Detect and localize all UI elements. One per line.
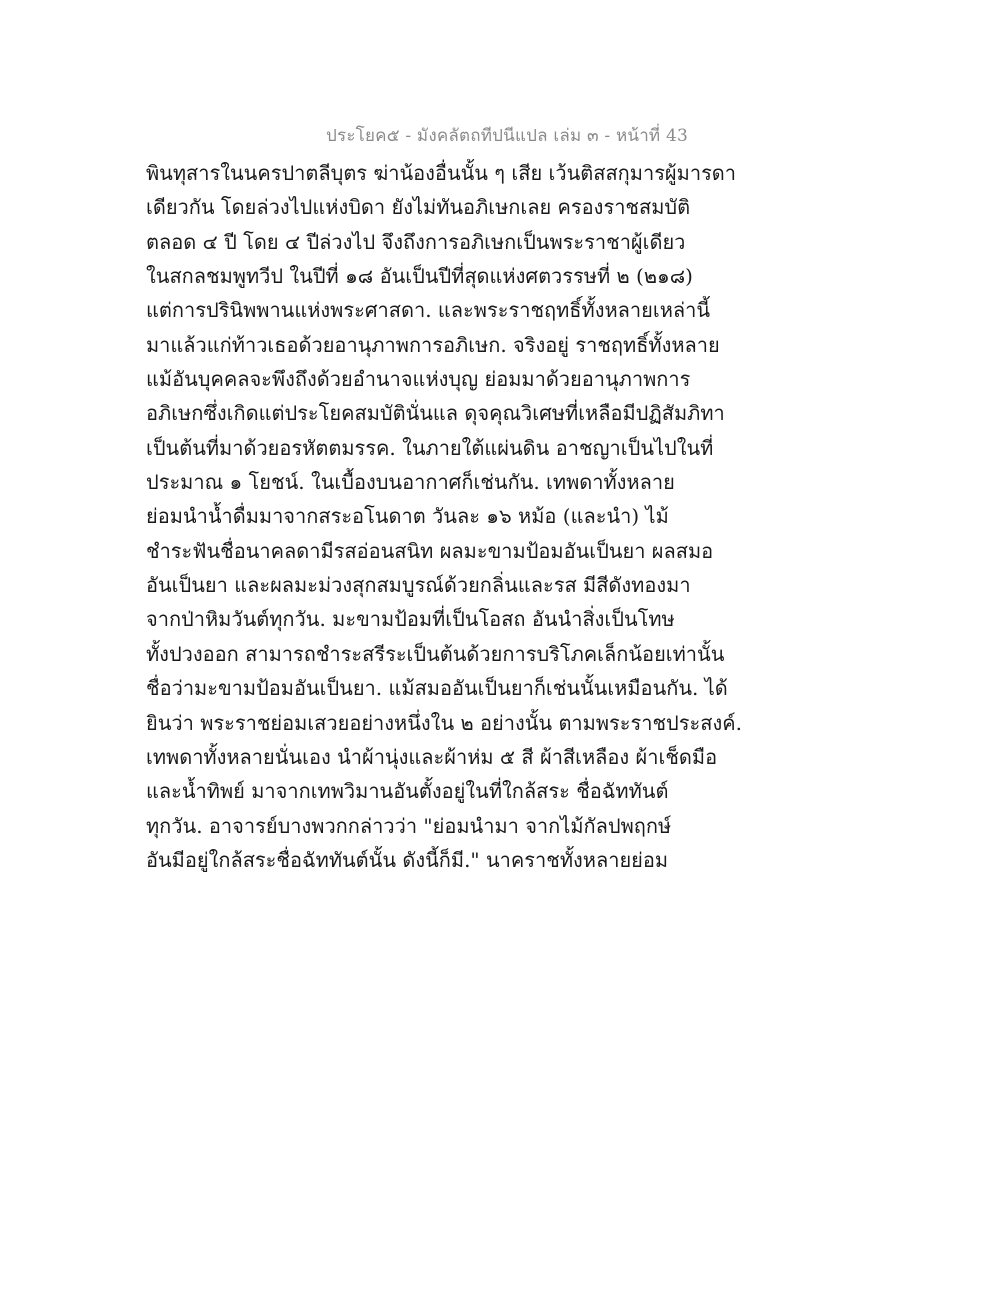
text-line: อันเป็นยา และผลมะม่วงสุกสมบูรณ์ด้วยกลิ่นและรส มีสีดังทองมา	[146, 573, 691, 598]
text-line: ยินว่า พระราชย่อมเสวยอย่างหนึ่งใน ๒ อย่างนั้น ตามพระราชประสงค์.	[146, 710, 742, 735]
text-line: ตลอด ๔ ปี โดย ๔ ปีล่วงไป จึงถึงการอภิเษกเป็นพระราชาผู้เดียว	[146, 229, 686, 254]
text-line: ในสกลชมพูทวีป ในปีที่ ๑๘ อันเป็นปีที่สุดแห่งศตวรรษที่ ๒ (๒๑๘)	[146, 264, 693, 289]
text-line: แม้อันบุคคลจะพึงถึงด้วยอำนาจแห่งบุญ ย่อมมาด้วยอานุภาพการ	[146, 367, 691, 392]
text-line: อภิเษกซึ่งเกิดแต่ประโยคสมบัตินั่นแล ดุจคุณวิเศษที่เหลือมีปฏิสัมภิทา	[146, 401, 725, 426]
text-line: เดียวกัน โดยล่วงไปแห่งบิดา ยังไม่ทันอภิเษกเลย ครองราชสมบัติ	[146, 195, 691, 220]
body-text	[146, 156, 742, 877]
text-line: ทุกวัน. อาจารย์บางพวกกล่าวว่า "ย่อมนำมา จากไม้กัลปพฤกษ์	[146, 813, 672, 838]
text-line: ย่อมนำน้ำดื่มมาจากสระอโนดาต วันละ ๑๖ หม้อ (และนำ) ไม้	[146, 504, 669, 529]
text-line: พินทุสารในนครปาตลีบุตร ฆ่าน้องอื่นนั้น ๆ เสีย เว้นติสสกุมารผู้มารดา	[146, 161, 737, 185]
text-line: อันมีอยู่ใกล้สระชื่อฉัททันต์นั้น ดังนี้ก็มี." นาคราชทั้งหลายย่อม	[146, 847, 669, 872]
text-line: เทพดาทั้งหลายนั่นเอง นำผ้านุ่งและผ้าห่ม ๕ สี ผ้าสีเหลือง ผ้าเช็ดมือ	[146, 744, 718, 769]
text-line: ชื่อว่ามะขามป้อมอันเป็นยา. แม้สมออันเป็นยาก็เช่นนั้นเหมือนกัน. ได้	[146, 676, 728, 701]
text-line: ทั้งปวงออก สามารถชำระสรีระเป็นต้นด้วยการบริโภคเล็กน้อยเท่านั้น	[146, 641, 725, 666]
text-line: จากป่าหิมวันต์ทุกวัน. มะขามป้อมที่เป็นโอสถ อันนำสิ่งเป็นโทษ	[146, 607, 675, 632]
text-line: แต่การปรินิพพานแห่งพระศาสดา. และพระราชฤทธิ์ทั้งหลายเหล่านี้	[146, 298, 711, 323]
text-line: ประมาณ ๑ โยชน์. ในเบื้องบนอากาศก็เช่นกัน. เทพดาทั้งหลาย	[146, 470, 675, 495]
text-line: มาแล้วแก่ท้าวเธอด้วยอานุภาพการอภิเษก. จริงอยู่ ราชฤทธิ์ทั้งหลาย	[146, 332, 720, 357]
text-line: ชำระฟันชื่อนาคลดามีรสอ่อนสนิท ผลมะขามป้อมอันเป็นยา ผลสมอ	[146, 538, 714, 563]
text-line: และน้ำทิพย์ มาจากเทพวิมานอันตั้งอยู่ในที่ใกล้สระ ชื่อฉัททันต์	[146, 779, 669, 804]
page-header: ประโยค๕ - มังคลัตถทีปนีแปล เล่ม ๓ - หน้าที่ 43	[326, 126, 688, 146]
text-line: เป็นต้นที่มาด้วยอรหัตตมรรค. ในภายใต้แผ่นดิน อาชญาเป็นไปในที่	[146, 435, 714, 460]
